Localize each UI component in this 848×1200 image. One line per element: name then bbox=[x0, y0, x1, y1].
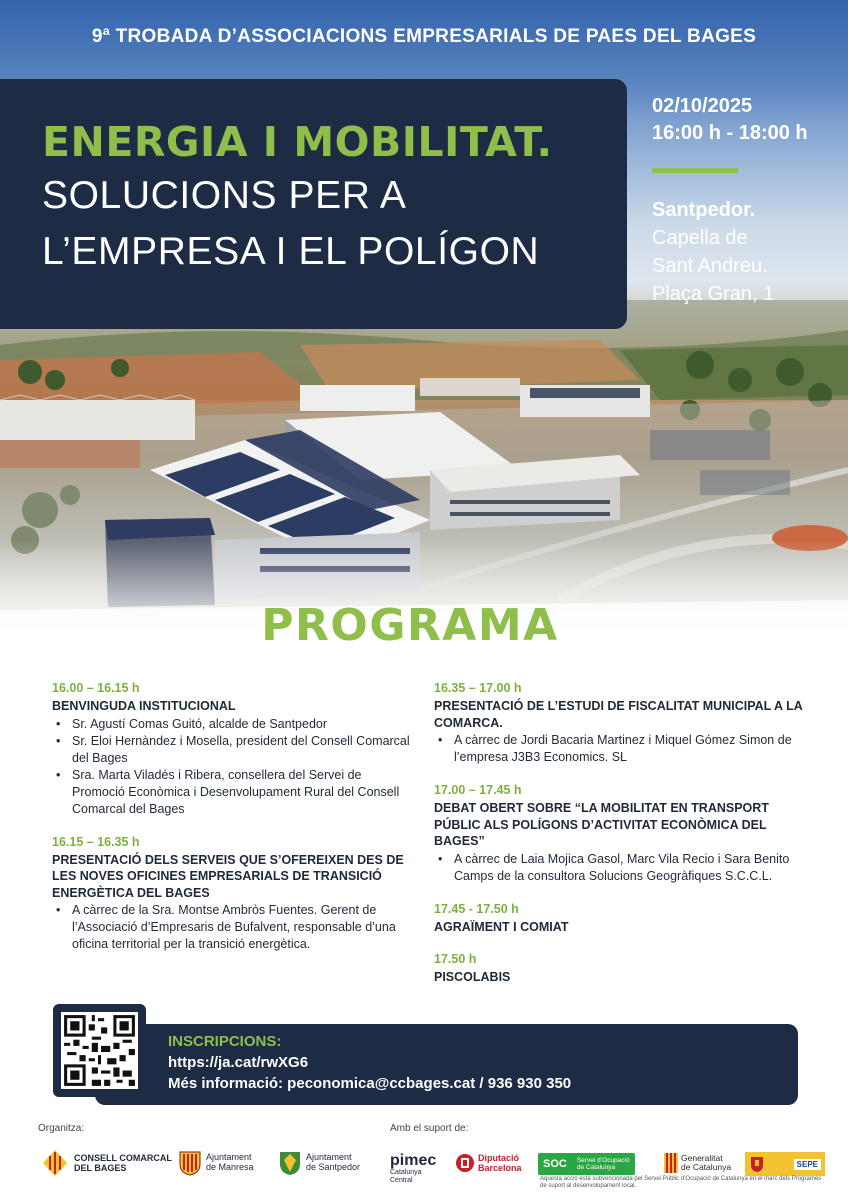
slot-speakers bbox=[52, 716, 412, 818]
venue-line: Capella de bbox=[652, 227, 748, 249]
list-item: • A càrrec de la Sra. Montse Ambròs Fuentes. Gerent de l’Associació d’Empresaris de Bufalvent, responsable d’una oficina territorial per la transició energètica. bbox=[52, 902, 412, 953]
logo-text: de Santpedor bbox=[306, 1162, 361, 1172]
logo-soc bbox=[538, 1153, 635, 1175]
logo-text: Catalunya bbox=[390, 1169, 422, 1176]
logo-text: Diputació bbox=[478, 1153, 520, 1163]
logo-text: Servei d’Ocupació bbox=[576, 1156, 630, 1164]
diputacio-icon bbox=[455, 1153, 475, 1173]
funding-disclaimer: Aquesta acció està subvencionada pel Servei Públic d’Ocupació de Catalunya en el marc dels Programes de suport al desenvolupament local. bbox=[540, 1176, 822, 1189]
slot-speakers bbox=[434, 851, 814, 885]
program-slot bbox=[434, 901, 814, 936]
program-slot bbox=[52, 834, 412, 954]
organizer-label: Organitza: bbox=[38, 1123, 85, 1134]
program-column-right bbox=[434, 680, 814, 1002]
registration-link[interactable]: https://ja.cat/rwXG6 bbox=[168, 1054, 309, 1071]
generalitat-flag-icon bbox=[664, 1153, 678, 1173]
program-column-left bbox=[52, 680, 412, 969]
logo-consell-comarcal bbox=[40, 1148, 172, 1178]
logo-text: Central bbox=[390, 1177, 413, 1184]
slot-speakers bbox=[52, 902, 412, 953]
list-item: • Sr. Eloi Hernàndez i Mosella, president del Consell Comarcal del Bages bbox=[52, 733, 412, 767]
logo-text: DEL BAGES bbox=[74, 1163, 127, 1173]
slot-time: 17.45 - 17.50 h bbox=[434, 901, 519, 916]
program-slot bbox=[434, 680, 814, 766]
program-slot bbox=[52, 680, 412, 818]
venue-line: Sant Andreu. bbox=[652, 255, 768, 277]
logo-diputacio-barcelona bbox=[455, 1153, 522, 1173]
logo-ajuntament-santpedor bbox=[278, 1148, 360, 1176]
event-title-line-2: SOLUCIONS PER A bbox=[42, 174, 407, 217]
slot-title: PRESENTACIÓ DE L’ESTUDI DE FISCALITAT MUNICIPAL A LA COMARCA. bbox=[434, 699, 803, 730]
qr-code-icon bbox=[61, 1012, 138, 1089]
divider bbox=[652, 168, 738, 173]
logo-sepe bbox=[745, 1152, 825, 1176]
event-datetime bbox=[652, 93, 808, 147]
spain-crest-icon bbox=[749, 1155, 765, 1173]
slot-title: BENVINGUDA INSTITUCIONAL bbox=[52, 699, 236, 713]
logo-text: Barcelona bbox=[478, 1163, 522, 1173]
logo-text: Ajuntament bbox=[306, 1152, 352, 1162]
slot-title: DEBAT OBERT SOBRE “LA MOBILITAT EN TRANSPORT PÚBLIC ALS POLÍGONS D’ACTIVITAT ECONÒMICA DEL BAGES” bbox=[434, 801, 769, 848]
consell-shield-icon bbox=[40, 1148, 70, 1178]
slot-time: 16.00 – 16.15 h bbox=[52, 681, 140, 695]
slot-time: 17.50 h bbox=[434, 952, 477, 966]
slot-time: 17.00 – 17.45 h bbox=[434, 783, 522, 797]
logo-text: de Manresa bbox=[206, 1162, 254, 1172]
list-item: • Sr. Agustí Comas Guitó, alcalde de Santpedor bbox=[52, 716, 412, 733]
slot-title: PISCOLABIS bbox=[434, 970, 511, 984]
slot-time: 16.15 – 16.35 h bbox=[52, 834, 140, 849]
registration-info bbox=[168, 1031, 571, 1094]
program-slot bbox=[434, 951, 814, 986]
logo-text: Ajuntament bbox=[206, 1152, 252, 1162]
venue-address: Plaça Gran, 1 bbox=[652, 283, 775, 305]
registration-heading: INSCRIPCIONS: bbox=[168, 1033, 282, 1050]
logo-text: de Catalunya bbox=[576, 1164, 616, 1171]
logo-generalitat bbox=[664, 1153, 731, 1173]
slot-title: PRESENTACIÓ DELS SERVEIS QUE S’OFEREIXEN DES DE LES NOVES OFICINES EMPRESARIALS DE TRANSICIÓ ENERGÈTICA DEL BAGES bbox=[52, 852, 404, 900]
logo-text: SOC bbox=[543, 1158, 567, 1170]
event-time: 16:00 h - 18:00 h bbox=[652, 122, 808, 144]
event-venue bbox=[652, 196, 774, 308]
slot-title: AGRAÏMENT I COMIAT bbox=[434, 919, 569, 934]
santpedor-crest-icon bbox=[278, 1148, 302, 1176]
slot-time: 16.35 – 17.00 h bbox=[434, 681, 522, 695]
contact-info[interactable]: Més informació: peconomica@ccbages.cat / 936 930 350 bbox=[168, 1075, 572, 1092]
list-item: • A càrrec de Laia Mojica Gasol, Marc Vila Recio i Sara Benito Camps de la consultora Solucions Geogràfiques S.C.C.L. bbox=[434, 851, 814, 885]
list-item: • Sra. Marta Viladés i Ribera, consellera del Servei de Promoció Econòmica i Desenvolupament Rural del Consell Comarcal del Bages bbox=[52, 767, 412, 818]
event-super-title: 9ª TROBADA D’ASSOCIACIONS EMPRESARIALS DE PAES DEL BAGES bbox=[91, 26, 757, 47]
event-title-line-3: L’EMPRESA I EL POLÍGON bbox=[42, 230, 540, 273]
list-item: • A càrrec de Jordi Bacaria Martinez i Miquel Gómez Simon de l’empresa J3B3 Economics. SL bbox=[434, 732, 814, 766]
support-label: Amb el suport de: bbox=[390, 1123, 469, 1134]
logo-text: de Catalunya bbox=[681, 1162, 732, 1172]
qr-code[interactable] bbox=[53, 1004, 146, 1097]
logo-pimec bbox=[390, 1152, 436, 1185]
program-slot bbox=[434, 782, 814, 885]
logo-text: pimec bbox=[390, 1152, 437, 1169]
slot-speakers bbox=[434, 732, 814, 766]
program-heading: PROGRAMA bbox=[261, 600, 559, 651]
event-title-line-1: ENERGIA I MOBILITAT. bbox=[42, 118, 553, 166]
logo-text: CONSELL COMARCAL bbox=[74, 1153, 172, 1163]
logo-text: SEPE bbox=[794, 1159, 821, 1170]
venue-town: Santpedor. bbox=[652, 199, 756, 221]
logo-text: Generalitat bbox=[681, 1152, 723, 1163]
logo-ajuntament-manresa bbox=[178, 1148, 254, 1176]
event-date: 02/10/2025 bbox=[652, 95, 753, 117]
manresa-crest-icon bbox=[178, 1148, 202, 1176]
